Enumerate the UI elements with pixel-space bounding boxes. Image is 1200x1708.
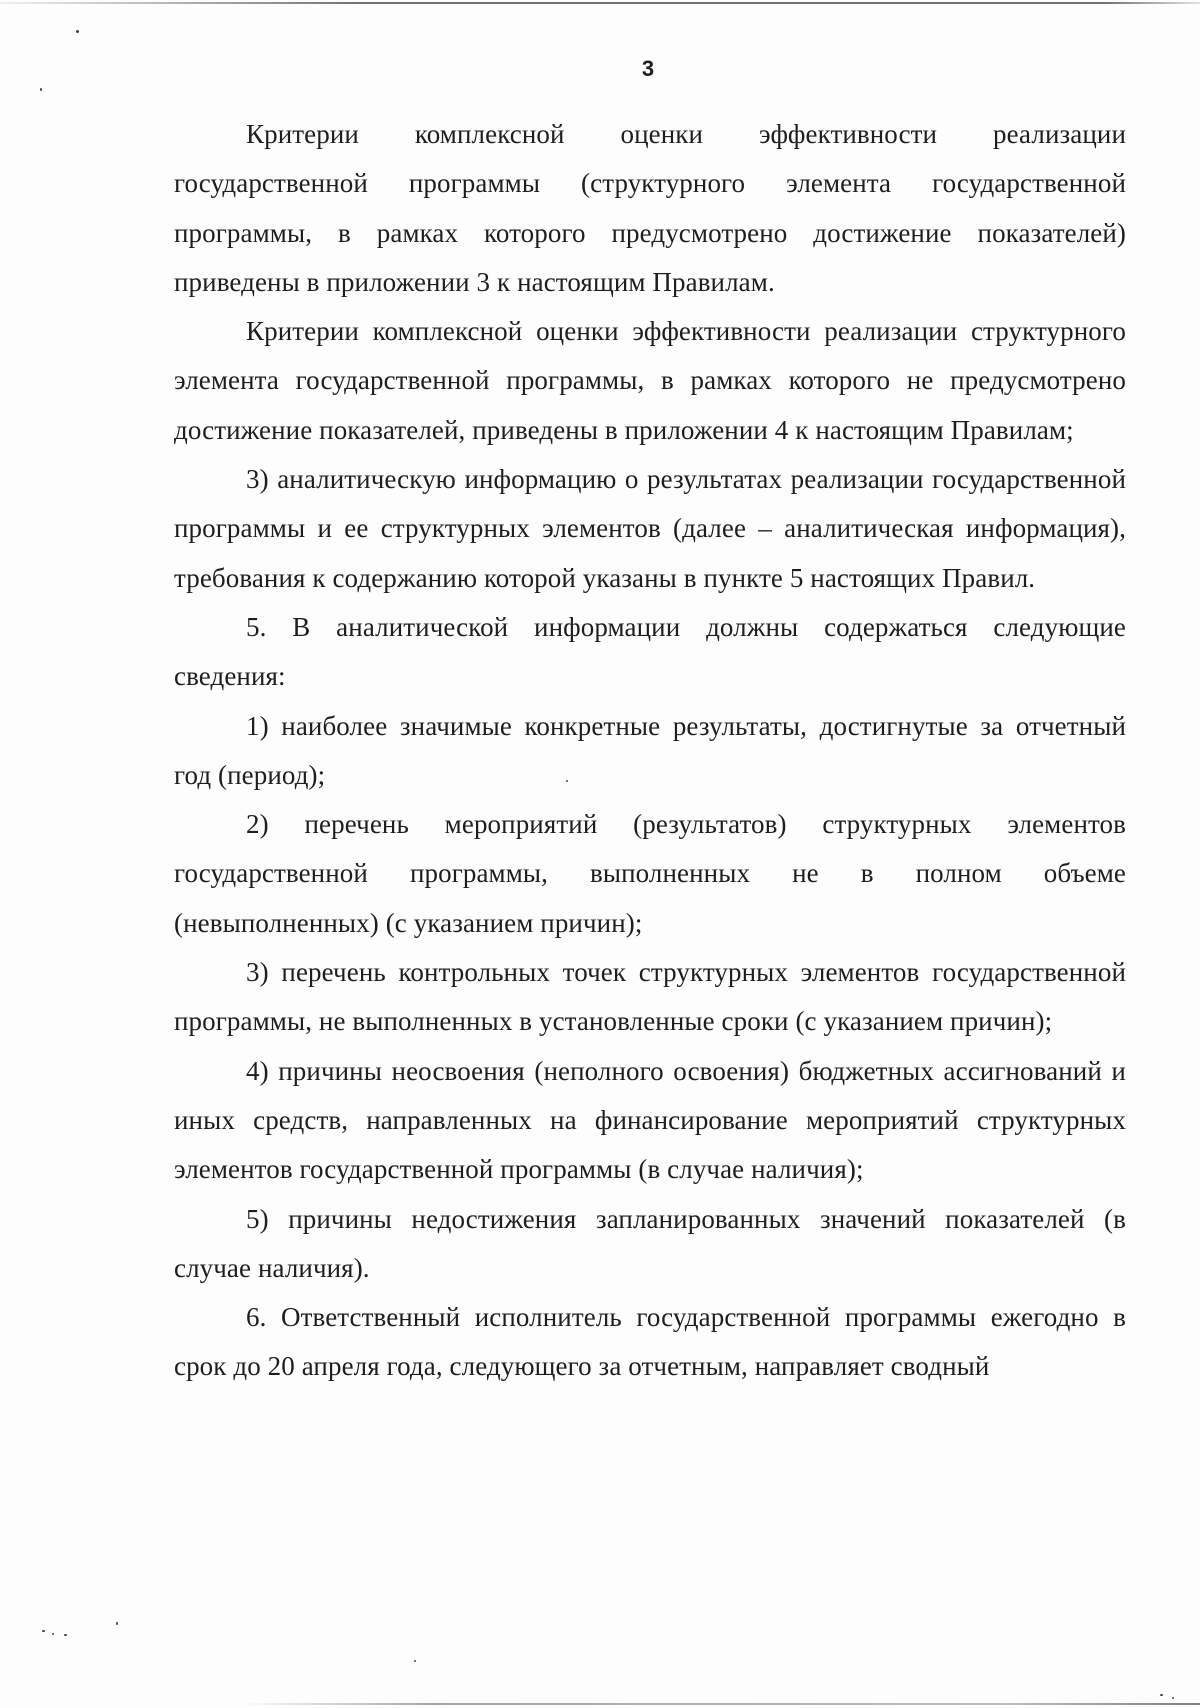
scan-edge-bottom (240, 1703, 1200, 1705)
scan-speck (414, 1660, 416, 1662)
paragraph-item-1-results: 1) наиболее значимые конкретные результаты, достигнутые за отчетный год (период); (174, 710, 1126, 790)
paragraph-item-5-indicators: 5) причины недостижения запланированных значений показателей (в случае наличия). (174, 1203, 1126, 1283)
paragraph-item-4-budget: 4) причины неосвоения (неполного освоения) бюджетных ассигнований и иных средств, направленных на финансирование мероприятий структурных элементов государственной программы (в случае наличия); (174, 1055, 1126, 1185)
paragraph-criteria-appendix-4: Критерии комплексной оценки эффективности реализации структурного элемента государственной программы, в рамках которого не предусмотрено достижение показателей, приведены в приложении 4 к настоящим Правилам; (174, 316, 1126, 445)
paragraph-section-5: 5. В аналитической информации должны содержаться следующие сведения: (174, 611, 1126, 692)
paragraph-criteria-appendix-3: Критерии комплексной оценки эффективности реализации государственной программы (структурного элемента государственной программы, в рамках которого предусмотрено достижение показателей) приведены в приложении 3 к настоящим Правилам. (174, 119, 1126, 297)
scan-speck (42, 1630, 45, 1632)
paragraph-item-2-activities: 2) перечень мероприятий (результатов) структурных элементов государственной программы, выполненных не в полном объеме (невыполненных) (с указанием причин); (174, 809, 1126, 938)
paragraph-section-6: 6. Ответственный исполнитель государственной программы ежегодно в срок до 20 апреля года, следующего за отчетным, направляет сводный (174, 1302, 1126, 1382)
scan-speck (52, 1633, 54, 1635)
scan-speck (1160, 1694, 1163, 1696)
scan-speck (64, 1634, 67, 1636)
page-number: 3 (641, 56, 655, 81)
paragraph-item-3-analytical-info: 3) аналитическую информацию о результатах реализации государственной программы и ее структурных элементов (далее – аналитическая информация), требования к содержанию которой указаны в пункте 5 настоящих Правил. (174, 464, 1126, 593)
document-body (174, 110, 1126, 1392)
scan-speck (116, 1622, 118, 1625)
scan-edge-top (0, 2, 1200, 4)
paragraph-item-3-control-points: 3) перечень контрольных точек структурных элементов государственной программы, не выполненных в установленные сроки (с указанием причин); (174, 957, 1126, 1037)
scan-speck (40, 88, 42, 91)
scan-speck (1172, 1697, 1174, 1699)
scan-speck (76, 30, 79, 33)
